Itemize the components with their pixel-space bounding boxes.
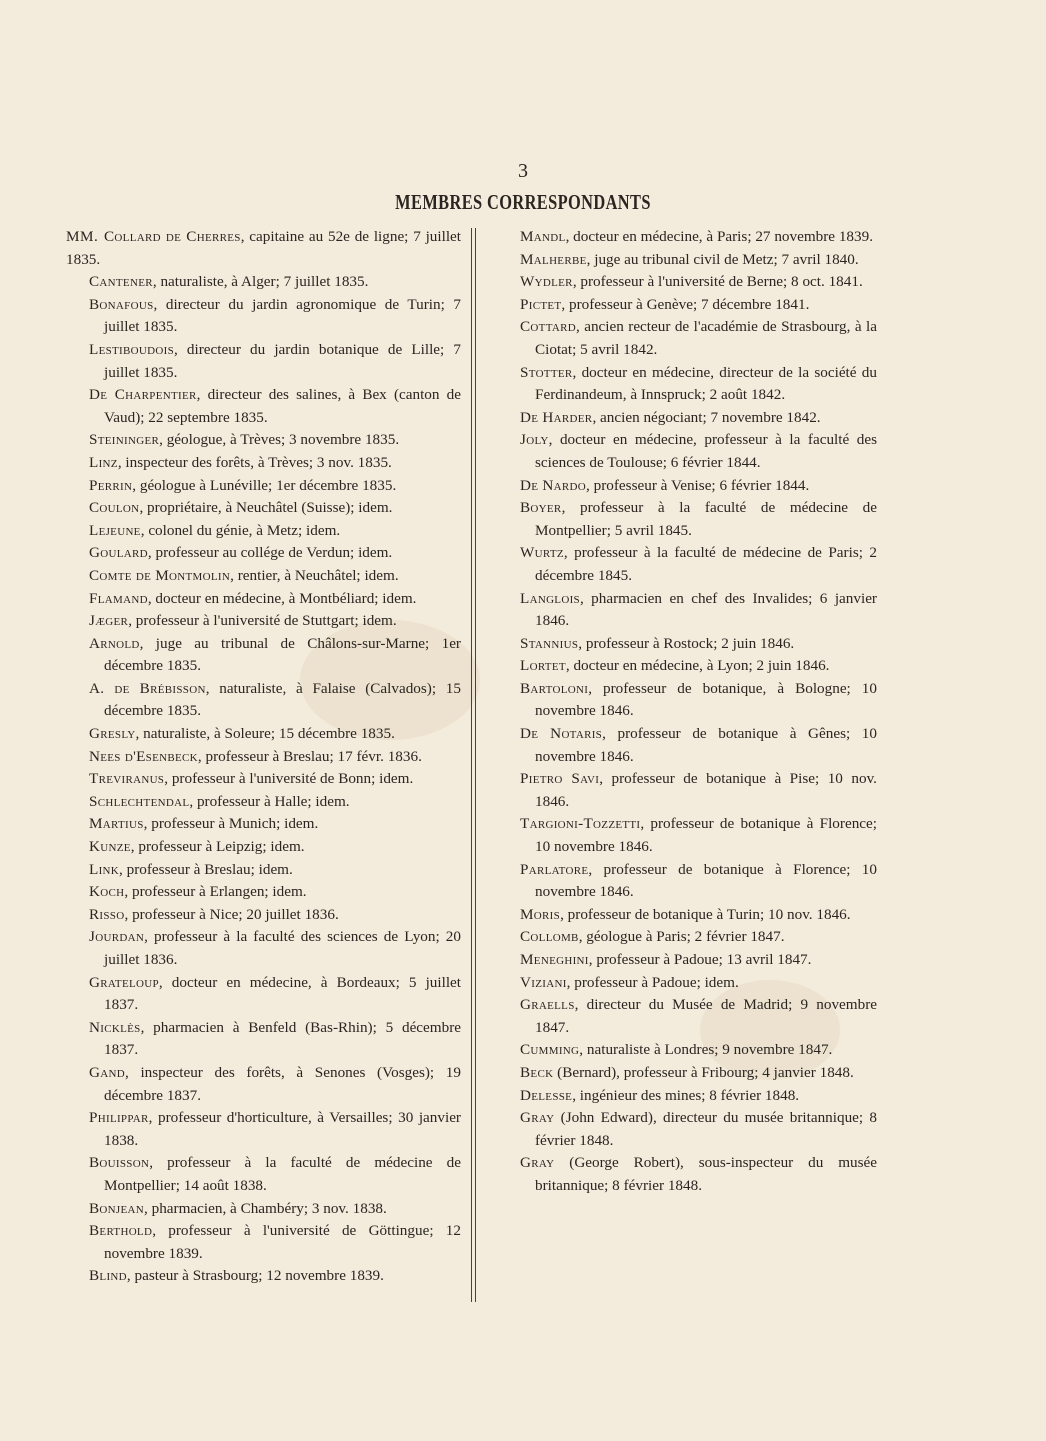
member-entry <box>66 294 461 339</box>
member-details: , professeur à Erlangen; idem. <box>124 883 307 901</box>
member-details: , ingénieur des mines; 8 février 1848. <box>572 1086 800 1104</box>
member-name: Stotter <box>520 363 573 381</box>
member-entry <box>519 1062 877 1085</box>
left-column <box>66 226 461 1288</box>
member-entry <box>66 1152 461 1197</box>
member-entry <box>519 904 877 927</box>
member-name: Wurtz <box>520 544 564 562</box>
member-entry <box>66 881 461 904</box>
member-entry <box>519 926 877 949</box>
member-entry <box>519 768 877 813</box>
member-entry <box>519 1085 877 1108</box>
member-entry <box>519 475 877 498</box>
member-entry <box>66 1062 461 1107</box>
member-details: , professeur à Munich; idem. <box>143 815 319 833</box>
member-name: Risso <box>89 905 125 923</box>
section-heading: MEMBRES CORRESPONDANTS <box>395 190 651 214</box>
member-name: Mandl <box>520 228 566 245</box>
column-divider <box>475 228 476 1302</box>
member-details: , professeur de botanique à Florence; 10 novembre 1846. <box>535 815 877 856</box>
member-details: , professeur à Genève; 7 décembre 1841. <box>561 295 810 313</box>
member-name: Parlatore <box>520 860 589 878</box>
member-name: Schlechtendal <box>89 792 190 810</box>
member-name: Bonafous <box>89 295 154 313</box>
member-name: Comte de Montmolin <box>89 566 231 584</box>
member-details: , professeur à Leipzig; idem. <box>130 838 305 856</box>
member-details: (John Edward), directeur du musée britannique; 8 février 1848. <box>535 1109 877 1149</box>
member-entry <box>66 904 461 927</box>
member-entry <box>519 1039 877 1062</box>
member-entry <box>66 972 461 1017</box>
member-entry <box>66 429 461 452</box>
member-name: De Harder <box>520 408 593 426</box>
member-name: Perrin <box>89 476 133 494</box>
member-entry <box>519 588 877 633</box>
member-details: , capitaine au 52e de ligne; 7 juillet 1835. <box>66 228 461 268</box>
member-entry <box>66 723 461 746</box>
member-details: , naturaliste, à Soleure; 15 décembre 1835. <box>135 725 395 743</box>
member-name: Wydler <box>520 273 573 291</box>
member-details: , ancien négociant; 7 novembre 1842. <box>592 408 821 426</box>
member-details: , juge au tribunal civil de Metz; 7 avril 1840. <box>586 250 859 268</box>
member-name: Meneghini <box>520 951 589 968</box>
member-name: Gand <box>89 1063 125 1081</box>
member-details: , rentier, à Neuchâtel; idem. <box>230 566 399 584</box>
member-name: Delesse <box>520 1086 573 1104</box>
member-entry <box>519 633 877 656</box>
member-name: Collomb <box>520 928 579 946</box>
member-entry <box>519 429 877 474</box>
member-entry <box>519 972 877 995</box>
member-entry <box>519 294 877 317</box>
member-details: , naturaliste, à Alger; 7 juillet 1835. <box>152 273 369 291</box>
member-name: Kunze <box>89 838 131 856</box>
member-name: Martius <box>89 815 144 833</box>
member-name: Cottard <box>520 318 576 336</box>
member-details: , naturaliste à Londres; 9 novembre 1847. <box>579 1041 833 1059</box>
member-details: , colonel du génie, à Metz; idem. <box>140 521 341 539</box>
member-entry <box>66 768 461 791</box>
member-name: Boyer <box>520 499 562 517</box>
member-entry <box>519 542 877 587</box>
member-name: Malherbe <box>520 250 587 268</box>
member-entry <box>66 475 461 498</box>
member-details: , directeur des salines, à Bex (canton de Vaud); 22 septembre 1835. <box>104 386 461 426</box>
member-details: , géologue à Lunéville; 1er décembre 1835. <box>132 476 397 494</box>
member-name: Langlois <box>520 589 580 607</box>
member-name: Linz <box>89 453 118 471</box>
member-entry <box>519 407 877 430</box>
member-entry <box>66 1198 461 1221</box>
member-details: , professeur à l'université de Göttingue; 12 novembre 1839. <box>104 1222 461 1262</box>
member-name: Treviranus <box>89 770 165 788</box>
member-name: Bartoloni <box>520 679 589 697</box>
member-details: , professeur à la faculté des sciences de Lyon; 20 juillet 1836. <box>104 928 461 968</box>
member-name: De Nardo <box>520 476 587 494</box>
member-entry <box>519 994 877 1039</box>
member-name: Cumming <box>520 1041 580 1059</box>
member-entry <box>519 678 877 723</box>
member-name: Joly <box>520 431 549 449</box>
member-details: , géologue à Paris; 2 février 1847. <box>578 928 785 946</box>
honorific-prefix: MM. <box>66 228 99 245</box>
member-name: Nees d'Esenbeck <box>89 747 198 765</box>
member-details: , directeur du jardin botanique de Lille; 7 juillet 1835. <box>104 340 461 381</box>
member-entry <box>66 1017 461 1062</box>
member-entry <box>66 633 461 678</box>
member-entry <box>519 813 877 858</box>
member-entry <box>66 497 461 520</box>
member-entry <box>519 316 877 361</box>
member-entry <box>66 610 461 633</box>
member-details: , docteur en médecine, à Paris; 27 novembre 1839. <box>565 228 874 245</box>
member-name: Jæger <box>89 612 129 630</box>
member-name: Pietro Savi <box>520 770 600 788</box>
member-details: , directeur du Musée de Madrid; 9 novembre 1847. <box>535 996 877 1036</box>
member-name: Grateloup <box>89 973 159 991</box>
member-name: Gray <box>520 1154 555 1172</box>
member-details: , professeur d'horticulture, à Versailles; 30 janvier 1838. <box>104 1109 461 1149</box>
member-entry <box>519 949 877 972</box>
member-entry <box>66 1107 461 1152</box>
member-name: Goulard <box>89 544 148 562</box>
member-details: , professeur à l'université de Stuttgart; idem. <box>128 612 397 630</box>
member-entry <box>519 249 877 272</box>
member-name: Jourdan <box>89 928 145 946</box>
member-details: , professeur de botanique, à Bologne; 10 novembre 1846. <box>535 679 877 720</box>
member-entry <box>519 1152 877 1197</box>
member-entry <box>519 226 877 249</box>
member-entry <box>519 362 877 407</box>
member-details: , professeur de botanique à Pise; 10 nov. 1846. <box>535 770 877 810</box>
member-details: , docteur en médecine, à Bordeaux; 5 juillet 1837. <box>104 973 461 1014</box>
member-details: , professeur à l'université de Berne; 8 oct. 1841. <box>572 273 863 291</box>
member-details: , juge au tribunal de Châlons-sur-Marne; 1er décembre 1835. <box>104 634 461 675</box>
member-details: , professeur à Venise; 6 février 1844. <box>586 476 810 494</box>
member-name: Stannius <box>520 634 579 652</box>
member-details: , professeur à la faculté de médecine de Montpellier; 14 août 1838. <box>104 1154 461 1194</box>
member-entry <box>519 497 877 542</box>
member-details: , professeur à Halle; idem. <box>189 792 350 810</box>
member-name: Beck <box>520 1063 554 1081</box>
member-details: , professeur à Padoue; 13 avril 1847. <box>588 951 812 968</box>
member-entry <box>66 565 461 588</box>
member-details: , professeur à Nice; 20 juillet 1836. <box>124 905 339 923</box>
member-details: , pharmacien, à Chambéry; 3 nov. 1838. <box>144 1199 387 1217</box>
member-name: Bouisson <box>89 1154 150 1172</box>
member-entry <box>66 520 461 543</box>
member-details: , professeur de botanique à Turin; 10 nov. 1846. <box>560 905 851 923</box>
member-entry <box>519 859 877 904</box>
member-details: , docteur en médecine, à Montbéliard; idem. <box>147 589 417 607</box>
member-entry <box>66 542 461 565</box>
right-column <box>519 226 877 1198</box>
member-name: Coulon <box>89 499 140 517</box>
member-details: , professeur à la faculté de médecine de Paris; 2 décembre 1845. <box>535 544 877 584</box>
member-details: , pasteur à Strasbourg; 12 novembre 1839. <box>126 1267 384 1285</box>
member-details: , professeur à la faculté de médecine de Montpellier; 5 avril 1845. <box>535 499 877 539</box>
member-entry <box>66 836 461 859</box>
member-entry <box>66 1220 461 1265</box>
member-name: Collard de Cherres <box>104 228 241 245</box>
member-name: Cantener <box>89 273 153 291</box>
member-details: , inspecteur des forêts, à Trèves; 3 nov. 1835. <box>117 453 392 471</box>
member-details: , inspecteur des forêts, à Senones (Vosges); 19 décembre 1837. <box>104 1063 461 1104</box>
member-name: Pictet <box>520 295 562 313</box>
member-details: , docteur en médecine, à Lyon; 2 juin 1846. <box>565 657 830 675</box>
member-details: , docteur en médecine, professeur à la faculté des sciences de Toulouse; 6 février 1844. <box>535 431 877 471</box>
member-details: , professeur à Padoue; idem. <box>566 973 739 991</box>
member-details: , naturaliste, à Falaise (Calvados); 15 décembre 1835. <box>104 679 461 720</box>
member-name: Viziani <box>520 973 567 991</box>
member-name: Blind <box>89 1267 127 1285</box>
member-name: Arnold <box>89 634 140 652</box>
member-details: , docteur en médecine, directeur de la société du Ferdinandeum, à Innspruck; 2 août 1842. <box>535 363 877 404</box>
member-details: , pharmacien en chef des Invalides; 6 janvier 1846. <box>535 589 877 630</box>
column-divider <box>471 228 472 1302</box>
member-details: , professeur à Breslau; 17 févr. 1836. <box>197 747 422 765</box>
member-name: Philippar <box>89 1109 149 1127</box>
member-details: , ancien recteur de l'académie de Strasbourg, à la Ciotat; 5 avril 1842. <box>535 318 877 358</box>
member-entry <box>66 384 461 429</box>
member-entry <box>66 813 461 836</box>
member-name: Lestiboudois <box>89 340 174 358</box>
member-name: Lortet <box>520 657 566 675</box>
member-details: , professeur de botanique à Florence; 10 novembre 1846. <box>535 860 877 901</box>
member-name: Nicklès <box>89 1018 141 1036</box>
member-name: Link <box>89 860 120 878</box>
member-name: A. de Brébisson <box>89 679 206 697</box>
member-entry <box>66 859 461 882</box>
member-details: , professeur à Breslau; idem. <box>119 860 293 878</box>
member-entry <box>66 271 461 294</box>
member-details: (Bernard), professeur à Fribourg; 4 janvier 1848. <box>553 1063 854 1081</box>
member-entry <box>66 588 461 611</box>
member-entry <box>66 926 461 971</box>
member-entry <box>66 452 461 475</box>
page-number: 3 <box>518 160 528 182</box>
member-details: , professeur de botanique à Gênes; 10 novembre 1846. <box>535 725 877 765</box>
member-name: De Notaris <box>520 725 603 743</box>
member-details: , propriétaire, à Neuchâtel (Suisse); idem. <box>139 499 393 517</box>
member-name: Gresly <box>89 725 136 743</box>
member-entry <box>519 655 877 678</box>
member-entry <box>519 723 877 768</box>
member-entry <box>66 791 461 814</box>
member-details: , professeur à Rostock; 2 juin 1846. <box>578 634 795 652</box>
member-name: Targioni-Tozzetti <box>520 815 641 833</box>
member-name: Bonjean <box>89 1199 145 1217</box>
member-name: Koch <box>89 883 125 901</box>
member-details: , directeur du jardin agronomique de Turin; 7 juillet 1835. <box>104 295 461 336</box>
member-name: Gray <box>520 1109 555 1127</box>
member-entry <box>66 1265 461 1288</box>
member-details: , professeur à l'université de Bonn; idem. <box>164 770 414 788</box>
member-name: Lejeune <box>89 521 141 539</box>
member-details: , géologue, à Trèves; 3 novembre 1835. <box>159 431 400 449</box>
member-entry <box>519 1107 877 1152</box>
member-name: Moris <box>520 905 561 923</box>
member-details: (George Robert), sous-inspecteur du musée britannique; 8 février 1848. <box>535 1154 877 1194</box>
member-name: De Charpentier <box>89 386 197 404</box>
member-entry <box>66 678 461 723</box>
member-name: Berthold <box>89 1222 153 1240</box>
member-details: , professeur au collége de Verdun; idem. <box>147 544 393 562</box>
member-name: Steininger <box>89 431 160 449</box>
member-entry <box>519 271 877 294</box>
member-entry <box>66 746 461 769</box>
member-entry <box>66 226 461 271</box>
member-name: Flamand <box>89 589 148 607</box>
member-entry <box>66 339 461 384</box>
member-details: , pharmacien à Benfeld (Bas-Rhin); 5 décembre 1837. <box>104 1018 461 1059</box>
member-name: Graells <box>520 996 575 1014</box>
